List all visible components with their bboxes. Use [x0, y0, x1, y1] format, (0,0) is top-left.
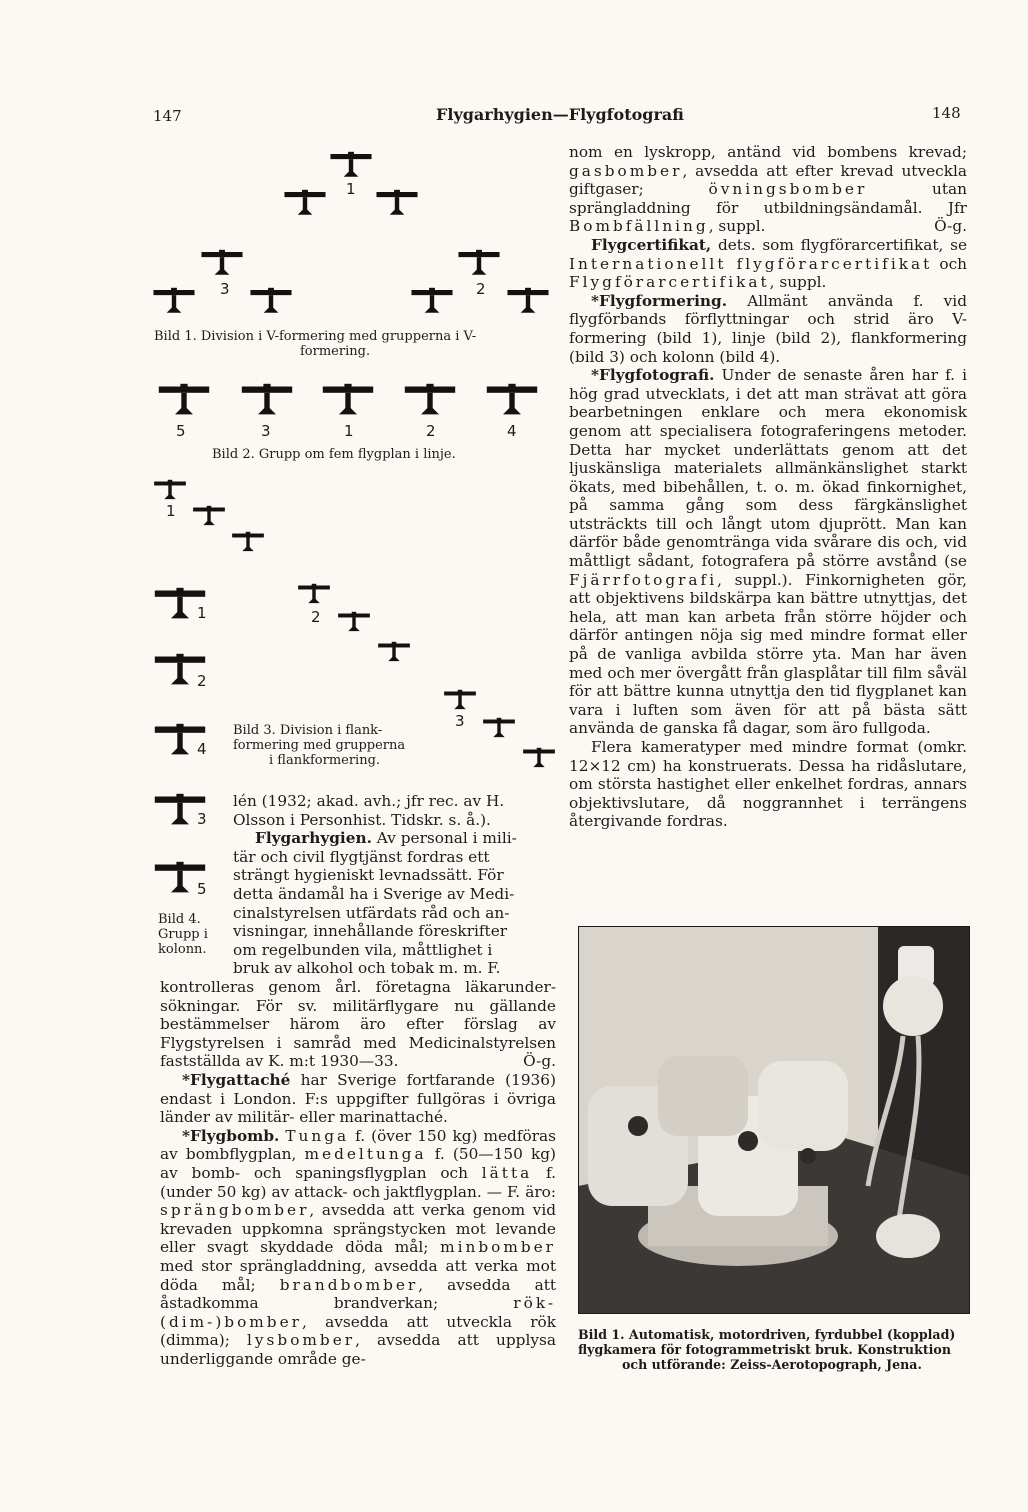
figure-number: 1	[166, 502, 176, 520]
paragraph	[160, 978, 556, 1071]
caption-line: flygkamera för fotogrammetriskt bruk. Konstruktion	[578, 1342, 951, 1357]
text-line: visningar, innehållande föreskrifter	[233, 922, 508, 941]
entry-heading: *Flygbomb.	[182, 1126, 280, 1145]
text-span: f. (under 50 kg) av attack- och jaktflygplan. — F. äro:	[160, 1163, 556, 1201]
text-line: Olsson i Personhist. Tidskr. s. å.).	[233, 810, 491, 829]
aircraft-icon	[329, 150, 373, 180]
figure-number: 1	[346, 180, 356, 198]
text-line: detta ändamål ha i Sverige av Medi-	[233, 884, 515, 903]
aircraft-icon	[249, 286, 293, 316]
aircraft-icon	[152, 286, 196, 316]
text-span: f. (över 150 kg) medföras av bombflygplan,	[160, 1126, 556, 1164]
spaced-term: brandbomber	[279, 1275, 419, 1294]
text-span: , avsedda att åstadkomma brandverkan;	[160, 1275, 557, 1313]
caption-line: Grupp i	[158, 927, 208, 942]
aircraft-icon	[485, 382, 539, 418]
aircraft-icon	[153, 478, 187, 502]
spaced-term: medeltunga	[304, 1145, 427, 1164]
text-line: cinalstyrelsen utfärdats råd och an-	[233, 903, 510, 922]
text-span: , suppl.	[769, 273, 827, 292]
text-span: Allmänt använda f. vid flygförbands förflyttningar och strid äro V-formering (bild 1), linje (bild 2), flankformering (bild 3) och kolonn (bild 4).	[569, 291, 967, 366]
aircraft-icon	[283, 188, 327, 218]
figure-number: 1	[344, 422, 354, 440]
spaced-term: lätta	[481, 1163, 533, 1182]
paragraph	[569, 292, 967, 366]
spaced-term: Internationellt flygförarcertifikat	[569, 254, 933, 273]
paragraph	[569, 236, 967, 292]
text-span: dets. som flygförarcertifikat, se	[711, 235, 967, 254]
spaced-term: Bombfällning	[569, 217, 709, 236]
caption-line: formering.	[300, 344, 371, 359]
text-line: om regelbunden vila, måttlighet i	[233, 940, 493, 959]
figure-number: 5	[176, 422, 186, 440]
figure-4-caption	[158, 912, 228, 957]
caption-line: Bild 1. Division i V-formering med grupperna i V-	[154, 329, 477, 344]
figure-number: 3	[455, 712, 465, 730]
figure-number: 2	[426, 422, 436, 440]
spaced-term: övningsbomber	[708, 180, 868, 199]
figure-number: 5	[197, 880, 207, 898]
text-line: strängt hygieniskt levnadssätt. För	[233, 866, 504, 885]
aircraft-icon	[482, 716, 516, 740]
text-span: , suppl.	[708, 217, 766, 236]
spaced-term: rök-(dim-)bomber	[160, 1294, 556, 1331]
figure-number: 2	[197, 672, 207, 690]
figure-number: 2	[311, 608, 321, 626]
text-span: f. (50—150 kg) av bomb- och spaningsflygplan och	[160, 1145, 556, 1182]
figure-number: 3	[197, 810, 207, 828]
paragraph	[160, 1071, 556, 1127]
aircraft-icon	[377, 640, 411, 664]
text-span: , avsedda att utveckla rök (dimma);	[160, 1312, 556, 1350]
text-span: med stor sprängladdning, avsedda att verka mot döda mål;	[160, 1256, 556, 1294]
text-span: , avsedda att efter krevad utveckla giftgaser;	[569, 161, 967, 199]
left-column-full	[160, 978, 556, 1368]
figure-number: 3	[220, 280, 230, 298]
aircraft-icon	[157, 382, 211, 418]
caption-line: formering med grupperna	[233, 738, 406, 753]
spaced-term: Flygförarcertifikat	[569, 273, 770, 292]
figure-number: 3	[261, 422, 271, 440]
entry-heading: Flygcertifikat,	[591, 235, 712, 254]
author-signature: Ö-g.	[934, 217, 967, 236]
text-span: utan sprängladdning för utbildningsändamål. Jfr	[569, 180, 967, 217]
spaced-term: Fjärrfotografi	[569, 570, 718, 589]
aircraft-icon	[321, 382, 375, 418]
text-span: Under de senaste åren har f. i hög grad utvecklats, i det att man strävat att göra bearbetningen enklare och mera ekonomisk genom att specialisera fotograferingens metoder. Detta har mycket underlättats genom att det ljuskänsliga materialets allmänkänslighet starkt ökats, med bibehållen, t. o. m. ökad finkornighet, på samma gång som dess färgkänslighet utsträckts till och långt utom djuprött. Man kan därför både genomtränga vida svårare dis och, vid måttligt sådant, fotografera på större avstånd (se	[569, 366, 967, 571]
aircraft-icon	[192, 504, 226, 528]
entry-heading: *Flygfotografi.	[591, 366, 715, 385]
aircraft-icon	[375, 188, 419, 218]
paragraph	[160, 1127, 556, 1369]
caption-line: Bild 1. Automatisk, motordriven, fyrdubbel (kopplad)	[578, 1327, 956, 1342]
entry-heading: *Flygattaché	[182, 1070, 291, 1089]
author-signature: Ö-g.	[523, 1052, 556, 1071]
text-span: Av personal i mili-	[371, 829, 517, 848]
aircraft-icon	[403, 382, 457, 418]
figure-number: 1	[197, 604, 207, 622]
caption-line: Bild 3. Division i flank-	[233, 723, 383, 738]
aircraft-icon	[297, 582, 331, 606]
aircraft-icon	[200, 248, 244, 278]
photo-caption	[578, 1327, 978, 1372]
paragraph	[569, 366, 967, 738]
figure-1-caption	[154, 329, 554, 359]
aircraft-icon	[337, 610, 371, 634]
text-span: kontrolleras genom årl. företagna läkarunder-sökningar. För sv. militärflygare nu gällande bestämmelser härom äro efter förslag av Flygstyrelsen i samråd med Medicinalstyrelsen fastställda av K. m:t 1930—33.	[160, 978, 556, 1071]
figure-number: 4	[507, 422, 517, 440]
spaced-term: gasbomber	[569, 161, 683, 180]
text-line: lén (1932; akad. avh.; jfr rec. av H.	[233, 792, 505, 810]
text-line: tär och civil flygtjänst fordras ett	[233, 847, 490, 866]
paragraph: Flera kameratyper med mindre format (omkr. 12×12 cm) ha konstruerats. Dessa ha ridåslutare, om största hastighet eller enkelhet fordras, annars objektivslutare, då noggrannhet i terrängens återgivande fordras.	[569, 738, 967, 831]
entry-heading: Flygarhygien.	[255, 829, 372, 848]
aircraft-icon	[240, 382, 294, 418]
running-title: Flygarhygien—Flygfotografi	[436, 105, 684, 124]
aircraft-icon	[522, 746, 556, 770]
spaced-term: minbomber	[440, 1238, 556, 1257]
entry-heading: *Flygformering.	[591, 291, 728, 310]
right-column	[569, 143, 967, 831]
spaced-term: sprängbomber	[160, 1201, 310, 1220]
spaced-term: Tunga	[285, 1126, 350, 1145]
text-span: har Sverige fortfarande (1936) endast i London. F:s uppgifter fullgöras i övriga länder av militär- eller marinattaché.	[160, 1070, 556, 1127]
left-column-narrow	[233, 792, 556, 978]
caption-line: i flankformering.	[269, 753, 381, 768]
text-span: , avsedda att upplysa underliggande område ge-	[160, 1331, 556, 1368]
aircraft-icon	[231, 530, 265, 554]
text-span: , avsedda att verka genom vid krevaden uppkomna sprängstycken mot levande eller svagt skyddade döda mål;	[160, 1201, 556, 1257]
spaced-term: lysbomber	[247, 1331, 356, 1350]
caption-line: kolonn.	[158, 942, 207, 957]
caption-line: Bild 4.	[158, 912, 201, 927]
aircraft-icon	[506, 286, 550, 316]
aircraft-icon	[443, 688, 477, 712]
text-span: , suppl.). Finkornigheten gör, att objektivens bildskärpa kan bättre utnyttjas, det hela, att man kan arbeta från större höjder och därför antingen nöja sig med mindre format eller på de vanliga avbilda större yta. Man har även med och mer övergått från glasplåtar till film såväl för att bättre kunna utnyttja den tid flygplanet kan vara i luften som även för att på bästa sätt använda de ganska få dagar, som äro fullgoda.	[569, 570, 967, 738]
page-number-left: 147	[153, 107, 182, 125]
text-span: och	[932, 254, 967, 273]
figure-number: 4	[197, 740, 207, 758]
page-number-right: 148	[932, 104, 961, 122]
aircraft-icon	[457, 248, 501, 278]
text-line	[233, 829, 556, 848]
paragraph	[569, 143, 967, 236]
figure-2-caption: Bild 2. Grupp om fem flygplan i linje.	[212, 447, 456, 462]
text-line: bruk av alkohol och tobak m. m. F.	[233, 959, 501, 978]
aircraft-icon	[410, 286, 454, 316]
text-span: nom en lyskropp, antänd vid bombens krevad;	[569, 143, 967, 161]
caption-line: och utförande: Zeiss-Aerotopograph, Jena.	[622, 1357, 922, 1372]
figure-number: 2	[476, 280, 486, 298]
camera-photograph	[578, 926, 970, 1314]
figure-3-caption	[233, 723, 448, 768]
